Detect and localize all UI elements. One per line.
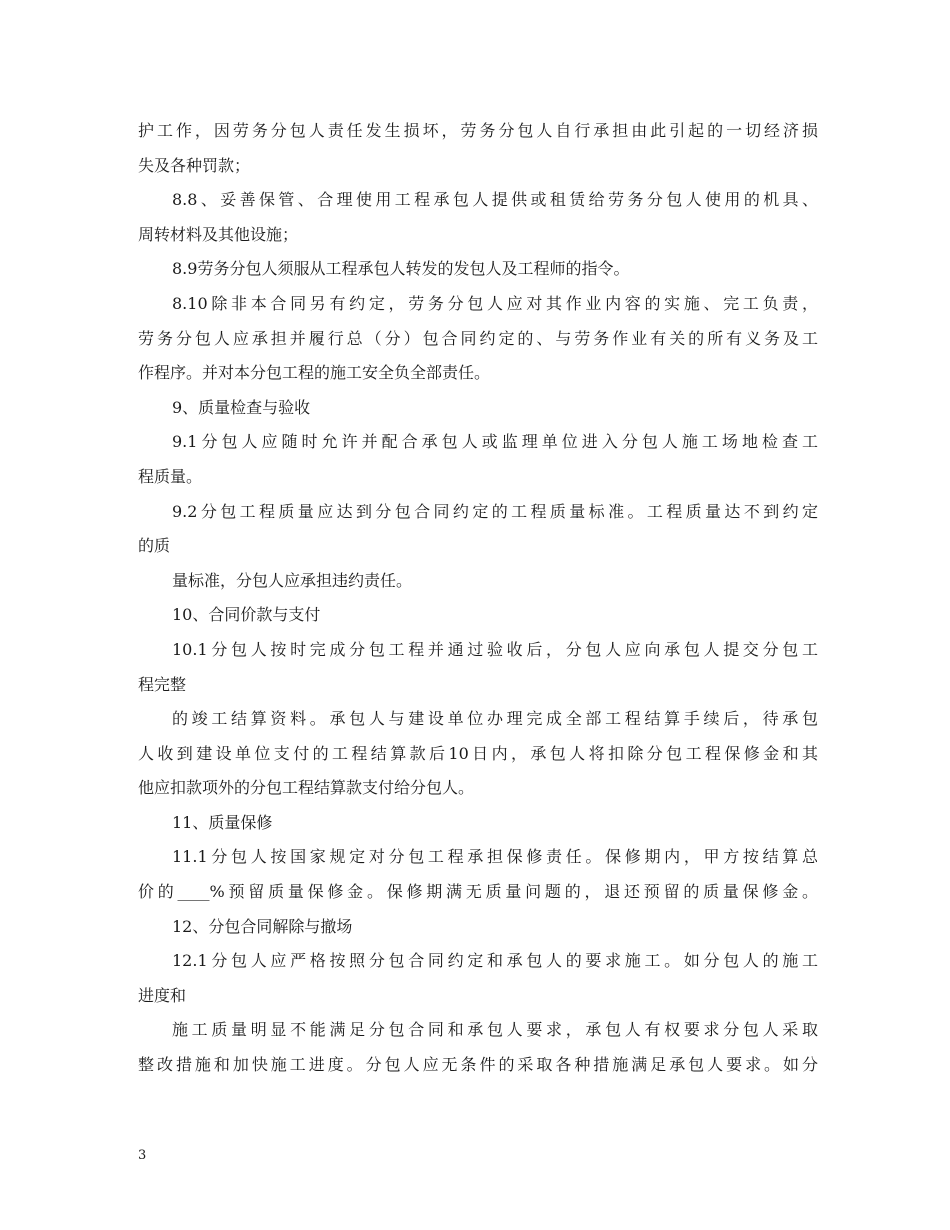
text-line: 护工作，因劳务分包人责任发生损坏，劳务分包人自行承担由此引起的一切经济损	[138, 121, 818, 140]
text-line: 10.1分包人按时完成分包工程并通过验收后，分包人应向承包人提交分包工	[172, 639, 818, 659]
text-line: 周转材料及其他设施；	[138, 224, 299, 244]
text-line: 11、质量保修	[172, 812, 273, 832]
text-line: 8.10除非本合同另有约定，劳务分包人应对其作业内容的实施、完工负责，	[172, 293, 818, 313]
text-line: 程完整	[138, 674, 187, 694]
document-body	[138, 114, 818, 1083]
text-line: 施工质量明显不能满足分包合同和承包人要求，承包人有权要求分包人采取	[172, 1020, 818, 1040]
page-number: 3	[138, 1148, 147, 1163]
text-line: 8.9劳务分包人须服从工程承包人转发的发包人及工程师的指令。	[172, 259, 630, 279]
text-line: 作程序。并对本分包工程的施工安全负全部责任。	[138, 363, 491, 383]
text-line: 他应扣款项外的分包工程结算款支付给分包人。	[138, 778, 475, 798]
text-line: 劳务分包人应承担并履行总（分）包合同约定的、与劳务作业有关的所有义务及工	[138, 328, 818, 348]
text-line: 12、分包合同解除与撤场	[172, 916, 353, 936]
text-line: 9、质量检查与验收	[172, 397, 311, 417]
text-line: 价的____%预留质量保修金。保修期满无质量问题的，退还预留的质量保修金。	[138, 882, 818, 902]
text-line: 量标准，分包人应承担违约责任。	[172, 570, 413, 590]
text-line: 整改措施和加快施工进度。分包人应无条件的采取各种措施满足承包人要求。如分	[138, 1055, 818, 1075]
text-line: 失及各种罚款；	[138, 155, 251, 175]
text-line: 9.2分包工程质量应达到分包合同约定的工程质量标准。工程质量达不到约定	[172, 501, 818, 521]
text-line: 程质量。	[138, 466, 203, 486]
text-line: 进度和	[138, 985, 187, 1005]
text-line: 的竣工结算资料。承包人与建设单位办理完成全部工程结算手续后，待承包	[172, 709, 818, 729]
text-line: 11.1分包人按国家规定对分包工程承担保修责任。保修期内，甲方按结算总	[172, 847, 818, 867]
text-line: 人收到建设单位支付的工程结算款后10日内，承包人将扣除分包工程保修金和其	[138, 743, 818, 763]
text-line: 8.8、妥善保管、合理使用工程承包人提供或租赁给劳务分包人使用的机具、	[172, 190, 818, 210]
text-line: 10、合同价款与支付	[172, 605, 321, 625]
text-line: 9.1分包人应随时允许并配合承包人或监理单位进入分包人施工场地检查工	[172, 432, 818, 452]
text-line: 的质	[138, 536, 171, 556]
text-line: 12.1分包人应严格按照分包合同约定和承包人的要求施工。如分包人的施工	[172, 951, 818, 971]
